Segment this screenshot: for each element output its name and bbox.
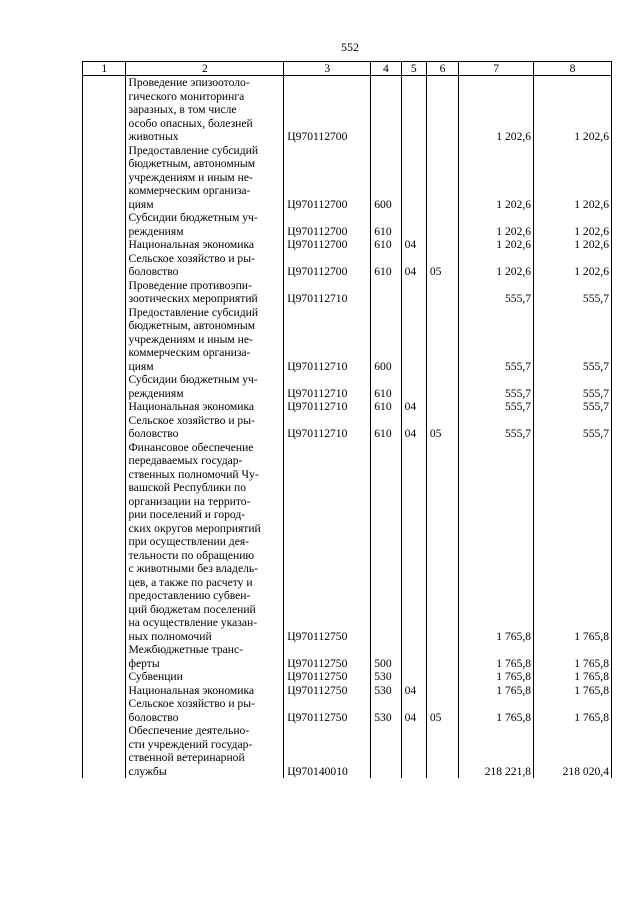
target-code-cell: Ц970140010 [284, 724, 371, 778]
expense-type-cell [371, 279, 401, 306]
subsection-cell [426, 670, 458, 684]
row-number-cell [83, 279, 126, 306]
column-header-5: 5 [401, 62, 426, 76]
section-cell [401, 670, 426, 684]
budget-table [82, 61, 612, 778]
table-row [83, 238, 612, 252]
subsection-cell [426, 76, 458, 144]
subsection-cell [426, 724, 458, 778]
section-cell [401, 306, 426, 374]
amount-year2-cell: 555,7 [534, 279, 612, 306]
amount-year1-cell: 555,7 [459, 279, 534, 306]
target-code-cell: Ц970112700 [284, 144, 371, 212]
row-number-cell [83, 400, 126, 414]
table-row [83, 441, 612, 644]
expense-type-cell: 600 [371, 306, 401, 374]
amount-year2-cell: 1 202,6 [534, 252, 612, 279]
row-number-cell [83, 724, 126, 778]
expense-type-cell: 530 [371, 670, 401, 684]
section-cell [401, 643, 426, 670]
row-number-cell [83, 670, 126, 684]
row-number-cell [83, 373, 126, 400]
amount-year2-cell: 1 202,6 [534, 238, 612, 252]
amount-year2-cell: 1 765,8 [534, 697, 612, 724]
amount-year1-cell: 1 765,8 [459, 684, 534, 698]
amount-year1-cell: 1 765,8 [459, 670, 534, 684]
subsection-cell: 05 [426, 697, 458, 724]
item-name-cell: Финансовое обеспечение передаваемых государ- ственных полномочий Чу- вашской Республики по организации на террито- рии поселений и город- ских округов мероприятий при осуществлении дея- тельности по обращению с животными без владель- цев, а также по расчету и предоставлению субвен- ций бюджетам поселений на осуществление указан- ных полномочий [126, 441, 284, 644]
table-row [83, 414, 612, 441]
section-cell [401, 279, 426, 306]
target-code-cell: Ц970112750 [284, 697, 371, 724]
section-cell [401, 211, 426, 238]
table-row [83, 697, 612, 724]
amount-year1-cell: 1 765,8 [459, 643, 534, 670]
amount-year1-cell: 1 202,6 [459, 144, 534, 212]
amount-year2-cell: 555,7 [534, 373, 612, 400]
subsection-cell [426, 373, 458, 400]
subsection-cell [426, 643, 458, 670]
table-header [83, 62, 612, 76]
expense-type-cell: 610 [371, 414, 401, 441]
target-code-cell: Ц970112710 [284, 373, 371, 400]
column-header-3: 3 [284, 62, 371, 76]
item-name-cell: Межбюджетные транс- ферты [126, 643, 284, 670]
column-header-4: 4 [371, 62, 401, 76]
row-number-cell [83, 414, 126, 441]
amount-year1-cell: 1 202,6 [459, 211, 534, 238]
table-row [83, 373, 612, 400]
expense-type-cell [371, 441, 401, 644]
expense-type-cell: 530 [371, 684, 401, 698]
table-row [83, 306, 612, 374]
subsection-cell [426, 306, 458, 374]
amount-year1-cell: 555,7 [459, 306, 534, 374]
subsection-cell [426, 684, 458, 698]
section-cell [401, 144, 426, 212]
subsection-cell [426, 211, 458, 238]
section-cell [401, 724, 426, 778]
row-number-cell [83, 252, 126, 279]
table-row [83, 252, 612, 279]
row-number-cell [83, 697, 126, 724]
amount-year2-cell: 1 765,8 [534, 684, 612, 698]
table-row [83, 643, 612, 670]
row-number-cell [83, 684, 126, 698]
amount-year2-cell: 1 765,8 [534, 670, 612, 684]
expense-type-cell: 610 [371, 211, 401, 238]
subsection-cell [426, 441, 458, 644]
table-row [83, 670, 612, 684]
item-name-cell: Субсидии бюджетным уч- реждениям [126, 373, 284, 400]
expense-type-cell: 610 [371, 373, 401, 400]
amount-year1-cell: 555,7 [459, 400, 534, 414]
section-cell: 04 [401, 400, 426, 414]
table-row [83, 724, 612, 778]
item-name-cell: Национальная экономика [126, 238, 284, 252]
target-code-cell: Ц970112700 [284, 211, 371, 238]
section-cell [401, 76, 426, 144]
target-code-cell: Ц970112710 [284, 306, 371, 374]
row-number-cell [83, 144, 126, 212]
item-name-cell: Субсидии бюджетным уч- реждениям [126, 211, 284, 238]
item-name-cell: Национальная экономика [126, 400, 284, 414]
amount-year1-cell: 1 765,8 [459, 441, 534, 644]
amount-year2-cell: 218 020,4 [534, 724, 612, 778]
amount-year1-cell: 1 202,6 [459, 76, 534, 144]
table-row [83, 684, 612, 698]
item-name-cell: Предоставление субсидий бюджетным, автономным учреждениям и иным не- коммерческим организа- циям [126, 144, 284, 212]
amount-year2-cell: 1 202,6 [534, 211, 612, 238]
amount-year2-cell: 1 765,8 [534, 441, 612, 644]
table-row [83, 211, 612, 238]
target-code-cell: Ц970112710 [284, 414, 371, 441]
amount-year1-cell: 1 202,6 [459, 238, 534, 252]
target-code-cell: Ц970112750 [284, 670, 371, 684]
expense-type-cell: 610 [371, 252, 401, 279]
table-row [83, 76, 612, 144]
amount-year2-cell: 1 202,6 [534, 144, 612, 212]
amount-year2-cell: 555,7 [534, 306, 612, 374]
row-number-cell [83, 306, 126, 374]
amount-year1-cell: 1 202,6 [459, 252, 534, 279]
amount-year1-cell: 555,7 [459, 414, 534, 441]
item-name-cell: Сельское хозяйство и ры- боловство [126, 414, 284, 441]
item-name-cell: Сельское хозяйство и ры- боловство [126, 252, 284, 279]
target-code-cell: Ц970112700 [284, 252, 371, 279]
page-number: 552 [341, 40, 359, 54]
subsection-cell [426, 238, 458, 252]
column-header-7: 7 [459, 62, 534, 76]
amount-year2-cell: 1 765,8 [534, 643, 612, 670]
column-header-2: 2 [126, 62, 284, 76]
target-code-cell: Ц970112700 [284, 238, 371, 252]
item-name-cell: Сельское хозяйство и ры- боловство [126, 697, 284, 724]
amount-year2-cell: 555,7 [534, 400, 612, 414]
table-row [83, 400, 612, 414]
section-cell: 04 [401, 684, 426, 698]
expense-type-cell: 600 [371, 144, 401, 212]
item-name-cell: Предоставление субсидий бюджетным, автономным учреждениям и иным не- коммерческим организа- циям [126, 306, 284, 374]
row-number-cell [83, 441, 126, 644]
subsection-cell: 05 [426, 414, 458, 441]
expense-type-cell: 610 [371, 400, 401, 414]
item-name-cell: Национальная экономика [126, 684, 284, 698]
table-body [83, 76, 612, 779]
section-cell: 04 [401, 238, 426, 252]
expense-type-cell [371, 724, 401, 778]
subsection-cell [426, 400, 458, 414]
column-header-8: 8 [534, 62, 612, 76]
item-name-cell: Обеспечение деятельно- сти учреждений государ- ственной ветеринарной службы [126, 724, 284, 778]
row-number-cell [83, 76, 126, 144]
amount-year2-cell: 555,7 [534, 414, 612, 441]
amount-year1-cell: 555,7 [459, 373, 534, 400]
expense-type-cell: 530 [371, 697, 401, 724]
subsection-cell: 05 [426, 252, 458, 279]
section-cell: 04 [401, 252, 426, 279]
section-cell [401, 373, 426, 400]
row-number-cell [83, 238, 126, 252]
amount-year1-cell: 1 765,8 [459, 697, 534, 724]
row-number-cell [83, 211, 126, 238]
table-row [83, 279, 612, 306]
target-code-cell: Ц970112750 [284, 684, 371, 698]
subsection-cell [426, 144, 458, 212]
item-name-cell: Проведение эпизоотоло- гического мониторинга заразных, в том числе особо опасных, болезней животных [126, 76, 284, 144]
section-cell: 04 [401, 414, 426, 441]
item-name-cell: Проведение противоэпи- зоотических мероприятий [126, 279, 284, 306]
target-code-cell: Ц970112710 [284, 400, 371, 414]
subsection-cell [426, 279, 458, 306]
column-header-1: 1 [83, 62, 126, 76]
target-code-cell: Ц970112750 [284, 643, 371, 670]
target-code-cell: Ц970112750 [284, 441, 371, 644]
amount-year2-cell: 1 202,6 [534, 76, 612, 144]
expense-type-cell: 500 [371, 643, 401, 670]
section-cell [401, 441, 426, 644]
target-code-cell: Ц970112710 [284, 279, 371, 306]
target-code-cell: Ц970112700 [284, 76, 371, 144]
table-row [83, 144, 612, 212]
expense-type-cell: 610 [371, 238, 401, 252]
amount-year1-cell: 218 221,8 [459, 724, 534, 778]
item-name-cell: Субвенции [126, 670, 284, 684]
section-cell: 04 [401, 697, 426, 724]
expense-type-cell [371, 76, 401, 144]
row-number-cell [83, 643, 126, 670]
column-header-6: 6 [426, 62, 458, 76]
